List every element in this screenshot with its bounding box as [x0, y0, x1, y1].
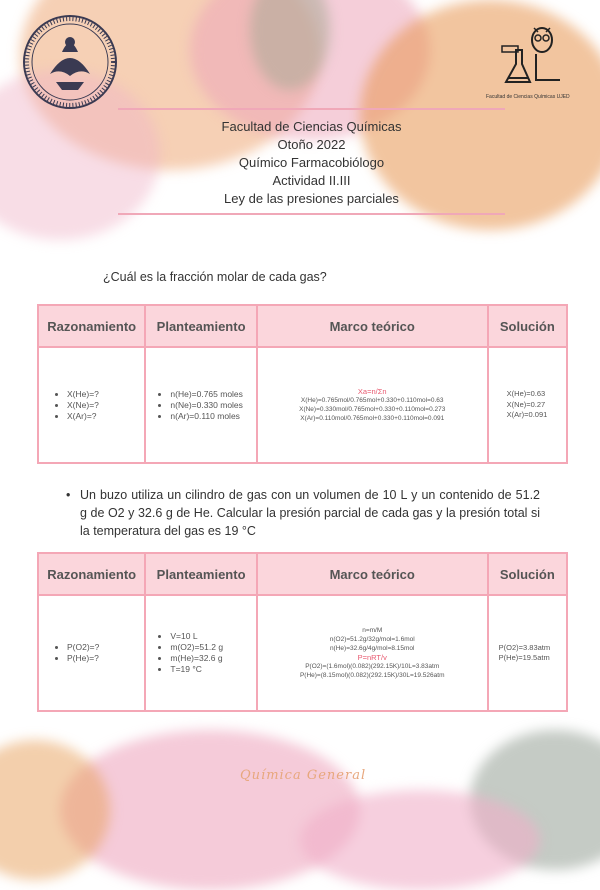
bullet: • — [66, 488, 71, 502]
header-razonamiento: Razonamiento — [38, 305, 145, 347]
header-rule — [118, 213, 505, 215]
result: X(He)=0.63 — [506, 389, 546, 399]
calc-line: X(He)=0.765mol/0.765mol+0.330+0.110mol=0.63 — [300, 397, 444, 404]
list-item: • P(He)=? — [67, 653, 144, 664]
list-item: • V=10 L — [170, 631, 255, 642]
marco-teorico-cell — [257, 595, 488, 711]
list-item: • X(Ne)=? — [67, 400, 144, 411]
list-item: • n(He)=0.765 moles — [170, 389, 249, 400]
solution-table-2 — [37, 552, 568, 712]
program: Químico Farmacobiólogo — [238, 155, 385, 170]
planteamiento-cell — [145, 347, 256, 463]
topic: Ley de las presiones parciales — [224, 191, 399, 206]
razonamiento-cell — [38, 347, 145, 463]
list-item: • T=19 °C — [170, 664, 255, 675]
list-item: • n(Ne)=0.330 moles — [170, 400, 249, 411]
document-header — [118, 118, 505, 208]
formula: P=nRT/v — [357, 653, 387, 662]
footer-signature: Química General — [240, 768, 367, 783]
faculty-name: Facultad de Ciencias Químicas — [221, 119, 402, 134]
result: X(Ar)=0.091 — [506, 410, 548, 420]
watercolor-blob — [300, 790, 540, 890]
term: Otoño 2022 — [277, 137, 346, 152]
header-marco-teorico: Marco teórico — [257, 553, 488, 595]
list-item: • m(He)=32.6 g — [170, 653, 255, 664]
faculty-logo-icon — [496, 20, 566, 90]
calc-line: P(O2)=(1.6mol)(0.082)(292.15K)/10L=3.83atm — [305, 663, 440, 670]
calc-line: n(O2)=51.2g/32g/mol=1.6mol — [329, 636, 415, 643]
razonamiento-cell — [38, 595, 145, 711]
logo-caption: Facultad de Ciencias Químicas UJED — [486, 94, 570, 100]
calc-line: X(Ne)=0.330mol/0.765mol+0.330+0.110mol=0.273 — [299, 406, 446, 413]
calc-line: P(He)=(8.15mol)(0.082)(292.15K)/30L=19.526atm — [299, 672, 445, 679]
list-item: • m(O2)=51.2 g — [170, 642, 255, 653]
list-item: • X(Ar)=? — [67, 411, 144, 422]
header-rule — [118, 108, 505, 110]
result: P(He)=19.5atm — [498, 653, 550, 662]
planteamiento-cell — [145, 595, 256, 711]
list-item: • n(Ar)=0.110 moles — [170, 411, 249, 422]
list-item: • P(O2)=? — [67, 642, 144, 653]
university-seal-icon — [20, 12, 120, 112]
solucion-cell — [488, 347, 567, 463]
header-solucion: Solución — [488, 305, 567, 347]
solucion-cell — [488, 595, 567, 711]
header-solucion: Solución — [488, 553, 567, 595]
header-planteamiento: Planteamiento — [145, 305, 256, 347]
formula: Xa=n/Σn — [357, 387, 387, 396]
calc-line: n(He)=32.6g/4g/mol=8.15mol — [329, 645, 415, 652]
header-razonamiento: Razonamiento — [38, 553, 145, 595]
header-marco-teorico: Marco teórico — [257, 305, 488, 347]
problem-2 — [66, 486, 540, 540]
marco-teorico-cell — [257, 347, 488, 463]
activity: Actividad II.III — [272, 173, 351, 188]
result: P(O2)=3.83atm — [498, 642, 551, 652]
calc-line: n=m/M — [362, 627, 383, 634]
result: X(Ne)=0.27 — [506, 399, 546, 409]
calc-line: X(Ar)=0.110mol/0.765mol+0.330+0.110mol=0.091 — [300, 415, 445, 422]
solution-table-1 — [37, 304, 568, 464]
problem-text: Un buzo utiliza un cilindro de gas con un volumen de 10 L y un contenido de 51.2 g de O2 y 32.6 g de He. Calcular la presión parcial de cada gas y la presión total si la temperatura del gas es 19 °C — [80, 488, 540, 538]
list-item: • X(He)=? — [67, 389, 144, 400]
question-1: ¿Cuál es la fracción molar de cada gas? — [103, 270, 327, 284]
header-planteamiento: Planteamiento — [145, 553, 256, 595]
